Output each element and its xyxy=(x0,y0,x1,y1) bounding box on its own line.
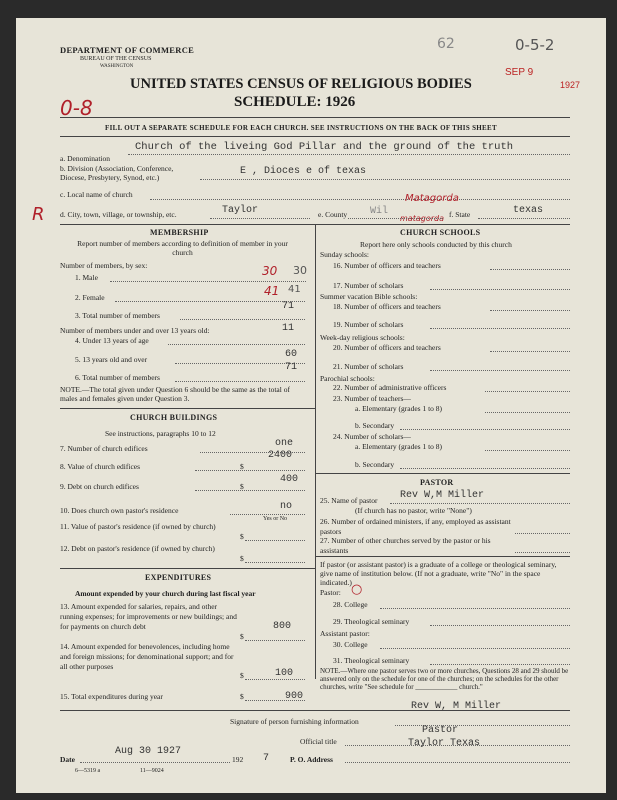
division-value[interactable]: E , Dioces e of texas xyxy=(240,166,367,177)
q3-value[interactable]: 71 xyxy=(282,301,295,312)
pastor-edu-label: Pastor: xyxy=(320,588,341,597)
q23-label: 23. Number of teachers— xyxy=(333,394,411,403)
members-by-sex-label: Number of members, by sex: xyxy=(60,261,148,270)
q5-value[interactable]: 60 xyxy=(285,349,298,360)
q24-label: 24. Number of scholars— xyxy=(333,432,411,441)
q8-dollar: $ xyxy=(240,462,244,471)
q9-value[interactable]: 400 xyxy=(280,474,299,485)
received-stamp-date: SEP 9 xyxy=(505,67,534,78)
instruction-rule xyxy=(60,136,570,137)
buildings-title: CHURCH BUILDINGS xyxy=(130,413,218,422)
form-title: UNITED STATES CENSUS OF RELIGIOUS BODIES xyxy=(130,76,472,92)
department-label: DEPARTMENT OF COMMERCE xyxy=(60,45,195,55)
assistant-pastor-label: Assistant pastor: xyxy=(320,629,370,638)
state-label: f. State xyxy=(449,210,471,219)
code-top: 0-5-2 xyxy=(515,36,555,54)
q13-value[interactable]: 800 xyxy=(273,621,292,632)
pastor-note: NOTE.—Where one pastor serves two or more churches, Questions 28 and 29 should be answered only on the schedule for one of the churches; on the schedules for the other churches, write "See schedule for ____________ church." xyxy=(320,667,569,691)
q17-label: 17. Number of scholars xyxy=(333,281,404,290)
q5-label: 5. 13 years old and over xyxy=(75,355,148,364)
column-divider xyxy=(315,224,316,679)
q8-label: 8. Value of church edifices xyxy=(60,462,141,471)
q16-label: 16. Number of officers and teachers xyxy=(333,261,441,270)
membership-intro: Report number of members according to definition of member in your church xyxy=(77,239,288,257)
age-value[interactable]: 11 xyxy=(282,323,295,334)
q2-value[interactable]: 41 xyxy=(264,284,280,298)
signature-label: Signature of person furnishing information xyxy=(230,717,359,726)
po-address-label: P. O. Address xyxy=(290,755,333,764)
official-title-label: Official title xyxy=(300,737,337,746)
state-value[interactable]: texas xyxy=(513,205,544,216)
q28-label: 28. College xyxy=(333,600,368,609)
header-rule xyxy=(60,117,570,118)
pastor-title: PASTOR xyxy=(420,478,454,487)
graduate-note: If pastor (or assistant pastor) is a graduate of a college or theological seminary, give name of institution below. (If not a graduate, write "No" in the space indicated.) xyxy=(320,560,557,587)
q6-value[interactable]: 71 xyxy=(285,362,298,373)
pastor-edu-mark: ○ xyxy=(351,582,363,597)
q24b-label: b. Secondary xyxy=(355,460,395,469)
q31-label: 31. Theological seminary xyxy=(333,656,410,665)
q13-label: 13. Amount expended for salaries, repairs, and other running expenses; for improvements or new buildings; and for payments on church debt xyxy=(60,602,237,631)
q14-label: 14. Amount expended for benevolences, including home and foreign missions; for denominational support; and for all other purposes xyxy=(60,642,234,671)
q23a-label: a. Elementary (grades 1 to 8) xyxy=(355,404,443,413)
fill-instruction: FILL OUT A SEPARATE SCHEDULE FOR EACH CHURCH. SEE INSTRUCTIONS ON THE BACK OF THIS SHEET xyxy=(105,124,497,132)
year-prefix: 192 xyxy=(232,755,244,764)
q22-label: 22. Number of administrative officers xyxy=(333,383,447,392)
yes-no-hint: Yes or No xyxy=(263,516,288,522)
city-field-label: d. City, town, village, or township, etc. xyxy=(60,210,177,219)
division-label: b. Division (Association, Conference, Diocese, Presbytery, Synod, etc.) xyxy=(60,164,174,182)
q4-label: 4. Under 13 years of age xyxy=(75,336,149,345)
city-value[interactable]: Taylor xyxy=(222,205,259,216)
year-digit[interactable]: 7 xyxy=(263,753,270,764)
q19-label: 19. Number of scholars xyxy=(333,320,404,329)
bureau-label: BUREAU OF THE CENSUS xyxy=(80,56,152,62)
q15-label: 15. Total expenditures during year xyxy=(60,692,163,701)
schools-intro: Report here only schools conducted by this church xyxy=(360,240,512,249)
date-label: Date xyxy=(60,755,75,764)
q2-mark: 41 xyxy=(288,284,301,295)
q30-label: 30. College xyxy=(333,640,368,649)
q8-value[interactable]: 2400 xyxy=(268,450,293,461)
form-code: 6—5319 a xyxy=(75,768,101,774)
weekday-label: Week-day religious schools: xyxy=(320,333,405,342)
signature-value[interactable]: Rev W, M Miller xyxy=(411,701,502,712)
q25-label: 25. Name of pastor xyxy=(320,496,378,505)
q15-value[interactable]: 900 xyxy=(285,691,304,702)
schools-title: CHURCH SCHOOLS xyxy=(400,228,481,237)
q11-dollar: $ xyxy=(240,532,244,541)
q9-label: 9. Debt on church edifices xyxy=(60,482,139,491)
expenditures-intro: Amount expended by your church during last fiscal year xyxy=(75,589,256,598)
code-left: 0-8 xyxy=(60,96,93,120)
sunday-label: Sunday schools: xyxy=(320,250,369,259)
q10-label: 10. Does church own pastor's residence xyxy=(60,506,179,515)
q14-value[interactable]: 100 xyxy=(275,668,294,679)
county-label: e. County xyxy=(318,210,348,219)
q26-label: 26. Number of ordained ministers, if any, employed as assistant pastors xyxy=(320,517,511,536)
denomination-label: a. Denomination xyxy=(60,154,110,163)
buildings-intro: See instructions, paragraphs 10 to 12 xyxy=(105,429,216,438)
q1-mark: 30 xyxy=(293,264,307,277)
age-header: Number of members under and over 13 years old: xyxy=(60,326,210,335)
q25-note: (If church has no pastor, write "None") xyxy=(355,506,472,515)
q14-dollar: $ xyxy=(240,671,244,680)
county-annotation: Matagorda xyxy=(405,193,459,204)
county-annotation-2: matagorda xyxy=(400,214,444,223)
q23b-label: b. Secondary xyxy=(355,421,395,430)
q11-label: 11. Value of pastor's residence (if owned by church) xyxy=(60,522,216,531)
q12-label: 12. Debt on pastor's residence (if owned by church) xyxy=(60,544,215,553)
official-title-value[interactable]: Pastor xyxy=(422,725,459,736)
expenditures-title: EXPENDITURES xyxy=(145,573,212,582)
q7-value[interactable]: one xyxy=(275,438,294,449)
q15-dollar: $ xyxy=(240,692,244,701)
r-mark: R xyxy=(32,204,45,225)
q1-label: 1. Male xyxy=(75,273,98,282)
membership-title: MEMBERSHIP xyxy=(150,228,209,237)
q9-dollar: $ xyxy=(240,482,244,491)
q3-label: 3. Total number of members xyxy=(75,311,160,320)
local-name-label: c. Local name of church xyxy=(60,190,133,199)
q21-label: 21. Number of scholars xyxy=(333,362,404,371)
q1-value[interactable]: 30 xyxy=(262,264,278,278)
q25-value[interactable]: Rev W,M Miller xyxy=(400,490,485,501)
q10-value[interactable]: no xyxy=(280,501,293,512)
county-value[interactable]: Wil xyxy=(370,206,389,217)
denomination-value[interactable]: Church of the liveing God Pillar and the ground of the truth xyxy=(135,141,514,153)
q6-label: 6. Total number of members xyxy=(75,373,160,382)
q12-dollar: $ xyxy=(240,554,244,563)
form-schedule: SCHEDULE: 1926 xyxy=(234,94,356,110)
q18-label: 18. Number of officers and teachers xyxy=(333,302,441,311)
number-62: 62 xyxy=(437,36,455,52)
city-label: WASHINGTON xyxy=(100,64,134,69)
q27-label: 27. Number of other churches served by the pastor or his assistants xyxy=(320,536,491,555)
q29-label: 29. Theological seminary xyxy=(333,617,410,626)
summer-label: Summer vacation Bible schools: xyxy=(320,292,418,301)
q7-label: 7. Number of church edifices xyxy=(60,444,148,453)
parochial-label: Parochial schools: xyxy=(320,374,375,383)
q13-dollar: $ xyxy=(240,632,244,641)
q24a-label: a. Elementary (grades 1 to 8) xyxy=(355,442,443,451)
po-address-value[interactable]: Taylor Texas xyxy=(408,738,481,749)
date-value[interactable]: Aug 30 1927 xyxy=(115,746,182,757)
form-code-2: 11—9024 xyxy=(140,768,164,774)
q2-label: 2. Female xyxy=(75,293,105,302)
q20-label: 20. Number of officers and teachers xyxy=(333,343,441,352)
received-stamp-year: 1927 xyxy=(560,80,581,90)
membership-note: NOTE.—The total given under Question 6 should be the same as the total of males and females given under Question 3. xyxy=(60,385,290,403)
